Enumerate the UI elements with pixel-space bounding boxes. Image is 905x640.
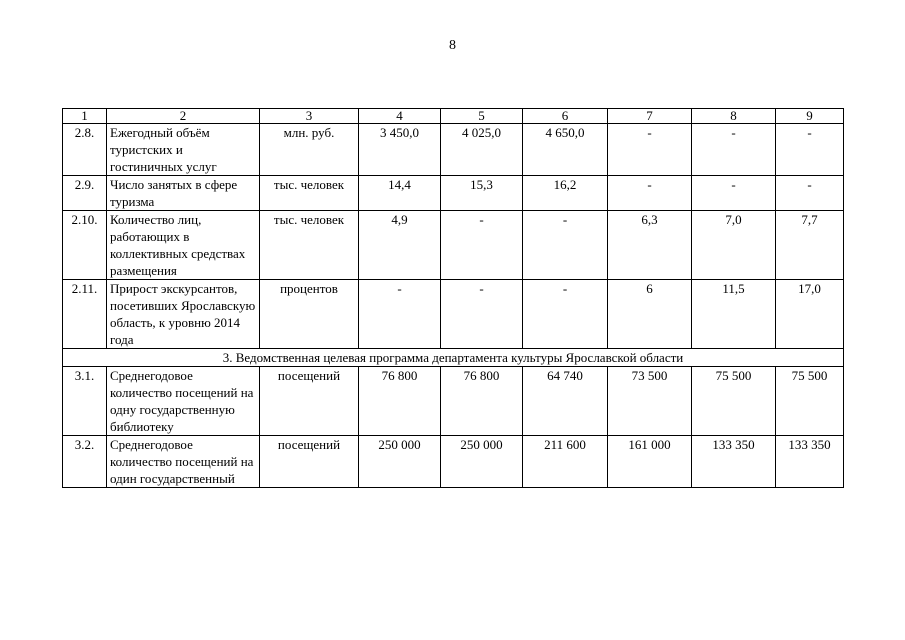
header-cell: 4 (359, 109, 441, 124)
value-cell: - (523, 211, 608, 280)
unit-of-measure: посещений (260, 367, 359, 436)
row-number: 3.2. (63, 436, 107, 488)
value-cell: 6,3 (608, 211, 692, 280)
header-cell: 5 (441, 109, 523, 124)
value-cell: 6 (608, 280, 692, 349)
value-cell: 15,3 (441, 176, 523, 211)
value-cell: 14,4 (359, 176, 441, 211)
value-cell: 133 350 (776, 436, 844, 488)
value-cell: - (523, 280, 608, 349)
value-cell: - (441, 280, 523, 349)
unit-of-measure: тыс. человек (260, 211, 359, 280)
unit-of-measure: тыс. человек (260, 176, 359, 211)
header-cell: 3 (260, 109, 359, 124)
table-row (63, 211, 844, 280)
row-number: 2.9. (63, 176, 107, 211)
indicator-name: Ежегодный объём туристских и гостиничных услуг (107, 124, 260, 176)
row-number: 3.1. (63, 367, 107, 436)
row-number: 2.11. (63, 280, 107, 349)
value-cell: 7,0 (692, 211, 776, 280)
value-cell: 16,2 (523, 176, 608, 211)
indicator-name: Среднегодовое количество посещений на одну государственную библиотеку (107, 367, 260, 436)
unit-of-measure: посещений (260, 436, 359, 488)
value-cell: 17,0 (776, 280, 844, 349)
value-cell: 76 800 (359, 367, 441, 436)
value-cell: 7,7 (776, 211, 844, 280)
value-cell: - (608, 124, 692, 176)
row-number: 2.10. (63, 211, 107, 280)
value-cell: 250 000 (359, 436, 441, 488)
row-number: 2.8. (63, 124, 107, 176)
section-title: 3. Ведомственная целевая программа департамента культуры Ярославской области (63, 349, 844, 367)
indicator-name: Среднегодовое количество посещений на один государственный (107, 436, 260, 488)
value-cell: 3 450,0 (359, 124, 441, 176)
header-cell: 9 (776, 109, 844, 124)
value-cell: - (692, 124, 776, 176)
unit-of-measure: млн. руб. (260, 124, 359, 176)
value-cell: - (776, 176, 844, 211)
value-cell: 11,5 (692, 280, 776, 349)
header-cell: 8 (692, 109, 776, 124)
unit-of-measure: процентов (260, 280, 359, 349)
value-cell: - (441, 211, 523, 280)
indicator-name: Количество лиц, работающих в коллективных средствах размещения (107, 211, 260, 280)
value-cell: 250 000 (441, 436, 523, 488)
indicator-name: Число занятых в сфере туризма (107, 176, 260, 211)
value-cell: 161 000 (608, 436, 692, 488)
value-cell: 76 800 (441, 367, 523, 436)
value-cell: 75 500 (692, 367, 776, 436)
header-cell: 1 (63, 109, 107, 124)
value-cell: 211 600 (523, 436, 608, 488)
value-cell: - (608, 176, 692, 211)
value-cell: 4 025,0 (441, 124, 523, 176)
table-row (63, 280, 844, 349)
table-row (63, 436, 844, 488)
header-cell: 6 (523, 109, 608, 124)
header-row (63, 109, 844, 124)
value-cell: 73 500 (608, 367, 692, 436)
table-row (63, 367, 844, 436)
value-cell: 133 350 (692, 436, 776, 488)
section-row (63, 349, 844, 367)
indicators-table (62, 108, 844, 488)
value-cell: 4 650,0 (523, 124, 608, 176)
table-row (63, 176, 844, 211)
value-cell: - (359, 280, 441, 349)
header-cell: 7 (608, 109, 692, 124)
value-cell: 75 500 (776, 367, 844, 436)
header-cell: 2 (107, 109, 260, 124)
page-number: 8 (449, 38, 456, 53)
value-cell: - (776, 124, 844, 176)
value-cell: - (692, 176, 776, 211)
indicator-name: Прирост экскурсантов, посетивших Ярославскую область, к уровню 2014 года (107, 280, 260, 349)
table-row (63, 124, 844, 176)
value-cell: 4,9 (359, 211, 441, 280)
value-cell: 64 740 (523, 367, 608, 436)
